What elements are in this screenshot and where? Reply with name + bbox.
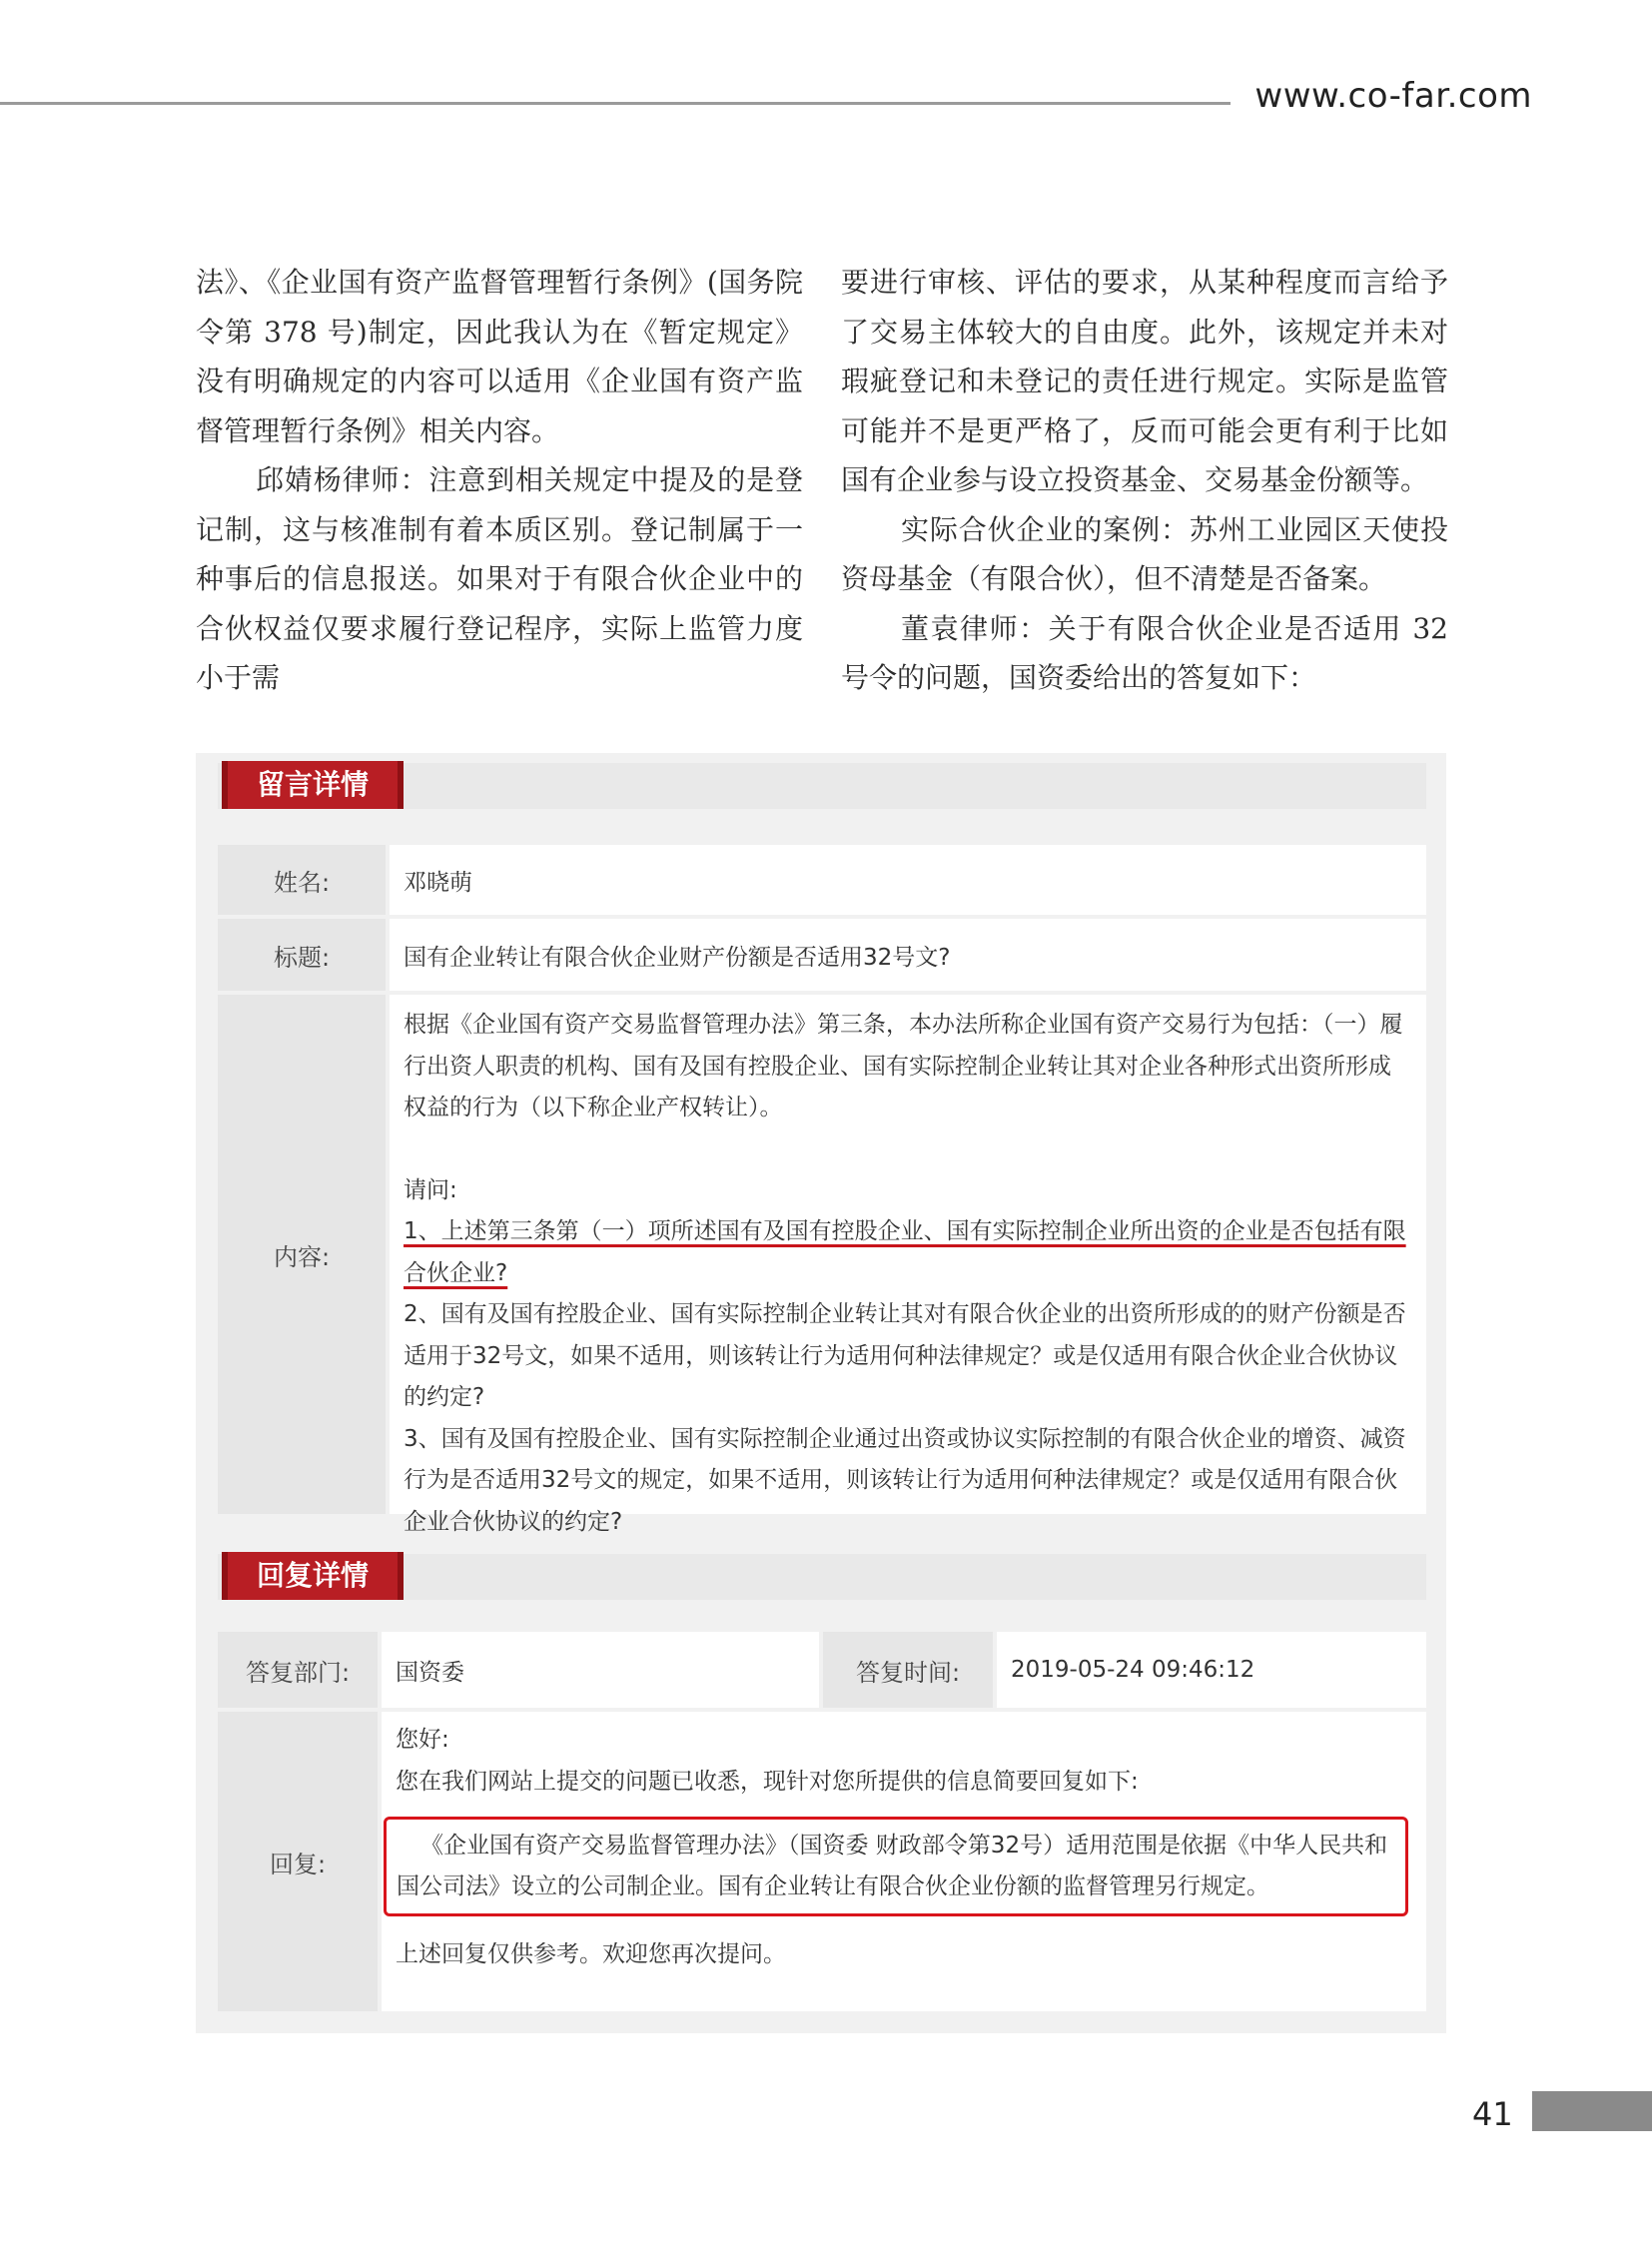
name-row	[218, 845, 1426, 915]
reply-row	[218, 1712, 1426, 2011]
title-value: 国有企业转让有限合伙企业财产份额是否适用32号文?	[390, 919, 1426, 991]
title-row	[218, 919, 1426, 991]
title-label: 标题:	[218, 919, 386, 991]
content-row	[218, 995, 1426, 1535]
dept-label: 答复部门:	[218, 1632, 378, 1708]
page-number-bar	[1532, 2091, 1652, 2131]
reply-body	[382, 1712, 1426, 2011]
reply-closing: 上述回复仅供参考。欢迎您再次提问。	[396, 1941, 786, 1967]
content-intro: 根据《企业国有资产交易监督管理办法》第三条，本办法所称企业国有资产交易行为包括：（一）履行出资人职责的机构、国有及国有控股企业、国有实际控制企业转让其对企业各种形式出资所形成权益的行为（以下称企业产权转让）。	[404, 1012, 1403, 1120]
name-value: 邓晓萌	[390, 845, 1426, 915]
left-paragraph-1: 法》、《企业国有资产监督管理暂行条例》(国务院令第 378 号)制定，因此我认为在《暂定规定》没有明确规定的内容可以适用《企业国有资产监督管理暂行条例》相关内容。	[196, 266, 803, 447]
reply-section-title: 回复详情	[222, 1552, 404, 1600]
time-value: 2019-05-24 09:46:12	[997, 1632, 1426, 1708]
message-section-title: 留言详情	[222, 761, 404, 809]
reply-line-1: 您在我们网站上提交的问题已收悉，现针对您所提供的信息简要回复如下:	[396, 1768, 1139, 1795]
header-website: www.co-far.com	[1254, 76, 1532, 116]
embedded-screenshot	[196, 753, 1446, 2033]
highlighted-reply	[384, 1817, 1408, 1916]
left-paragraph-2: 邱婧杨律师：注意到相关规定中提及的是登记制，这与核准制有着本质区别。登记制属于一种事后的信息报送。如果对于有限合伙企业中的合伙权益仅要求履行登记程序，实际上监管力度小于需	[196, 463, 803, 694]
right-paragraph-3: 董袁律师：关于有限合伙企业是否适用 32 号令的问题，国资委给出的答复如下：	[841, 611, 1448, 694]
reply-greeting: 您好:	[396, 1727, 449, 1753]
reply-meta-row	[218, 1632, 1426, 1708]
header-rule	[0, 102, 1231, 105]
right-paragraph-2: 实际合伙企业的案例：苏州工业园区天使投资母基金（有限合伙），但不清楚是否备案。	[841, 512, 1448, 595]
content-label: 内容:	[218, 995, 386, 1514]
name-label: 姓名:	[218, 845, 386, 915]
time-label: 答复时间:	[823, 1632, 993, 1708]
ask-label: 请问:	[404, 1176, 457, 1203]
content-body	[390, 995, 1426, 1535]
dept-value: 国资委	[382, 1632, 819, 1708]
right-column	[841, 258, 1448, 703]
question-3: 3、国有及国有控股企业、国有实际控制企业通过出资或协议实际控制的有限合伙企业的增资、减资行为是否适用32号文的规定，如果不适用，则该转让行为适用何种法律规定？或是仅适用有限合伙企业合伙协议的约定?	[404, 1425, 1406, 1535]
question-1: 1、上述第三条第（一）项所述国有及国有控股企业、国有实际控制企业所出资的企业是否包括有限合伙企业?	[404, 1218, 1406, 1286]
question-2: 2、国有及国有控股企业、国有实际控制企业转让其对有限合伙企业的出资所形成的的财产份额是否适用于32号文，如果不适用，则该转让行为适用何种法律规定？或是仅适用有限合伙企业合伙协议的约定?	[404, 1301, 1406, 1410]
left-column	[196, 258, 803, 703]
right-paragraph-1: 要进行审核、评估的要求，从某种程度而言给予了交易主体较大的自由度。此外，该规定并未对瑕疵登记和未登记的责任进行规定。实际是监管可能并不是更严格了，反而可能会更有利于比如国有企业参与设立投资基金、交易基金份额等。	[841, 266, 1448, 496]
reply-label: 回复:	[218, 1712, 378, 2011]
page-number: 41	[1472, 2095, 1513, 2133]
reply-boxed-text: 《企业国有资产交易监督管理办法》（国资委 财政部令第32号）适用范围是依据《中华人民共和国公司法》设立的公司制企业。国有企业转让有限合伙企业份额的监督管理另行规定。	[397, 1833, 1388, 1899]
